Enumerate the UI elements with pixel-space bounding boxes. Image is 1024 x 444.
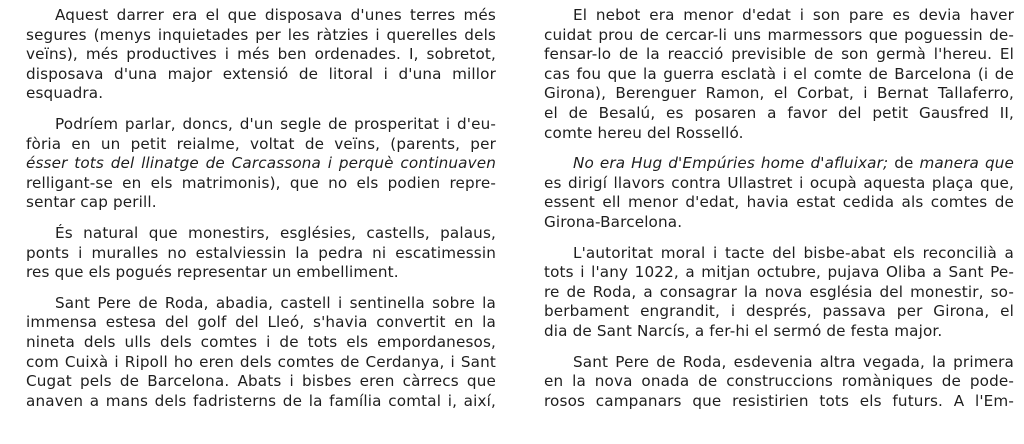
right-column (544, 6, 1014, 422)
paragraph-prosperity (26, 115, 496, 213)
paragraph-hug-empuries (544, 154, 1014, 232)
text-line: És natural que monestirs, esglésies, castells, palaus, (55, 223, 496, 242)
paragraph-oliba (544, 244, 1014, 342)
text-line: fensar-lo de la reacció previsible de son germà l'hereu. El (544, 45, 1014, 64)
italic-phrase: manera que (919, 154, 1014, 173)
text-line: fòria en un petit reialme, voltat de veïns, (parents, per (26, 134, 496, 153)
paragraph-nephew (544, 6, 1014, 143)
text-line: tots i l'any 1022, a mitjan octubre, pujava Oliba a Sant Pe- (544, 263, 1014, 282)
text-line: relligant-se en els matrimonis), que no els podien repre- (26, 173, 496, 192)
text-line: Girona), Berenguer Ramon, el Corbat, i Bernat Tallaferro, (544, 84, 1014, 103)
text-line: res que els pogués representar un embelliment. (26, 263, 399, 282)
text-line: disposava d'una major extensió de litoral i d'una millor (26, 64, 496, 83)
text-line: Girona-Barcelona. (544, 212, 683, 231)
text-line: ponts i muralles no estalviessin la pedra ni escatimessin (26, 243, 496, 262)
text-line: re de Roda, a consagrar la nova església del monestir, so- (544, 282, 1014, 301)
text-line: dia de Sant Narcís, a fer-hi el sermó de festa major. (544, 321, 943, 340)
text-line: veïns), més productives i més ben ordenades. I, sobretot, (26, 45, 496, 64)
text-line: anaven a mans dels fadristerns de la família comtal i, així, (26, 391, 496, 410)
text-line: comte hereu del Rosselló. (544, 123, 744, 142)
text-line: Aquest darrer era el que disposava d'unes terres més (55, 6, 496, 24)
text-line: Podríem parlar, doncs, d'un segle de prosperitat i d'eu- (55, 114, 496, 133)
text-line: Sant Pere de Roda, esdevenia altra vegada, la primera (573, 352, 1014, 371)
text-line: essent ell menor d'edat, havia estat cedida als comtes de (544, 193, 1014, 212)
paragraph-romanesque (544, 353, 1014, 412)
text-line: Cugat pels de Barcelona. Abats i bisbes eren càrrecs que (26, 372, 496, 391)
text-line: berbament engrandit, i després, passava per Girona, el (544, 302, 1014, 321)
text-fragment: de (888, 154, 920, 173)
text-line: nineta dels ulls dels comtes i de tots els empordanesos, (26, 332, 496, 351)
paragraph-monuments (26, 224, 496, 283)
text-line: El nebot era menor d'edat i son pare es devia haver (573, 6, 1014, 24)
text-line: esquadra. (26, 84, 104, 103)
text-line: L'autoritat moral i tacte del bisbe-abat els reconcilià a (573, 243, 1014, 262)
text-line: en la nova onada de construccions romàniques de pode- (544, 372, 1014, 391)
paragraph-territory (26, 6, 496, 104)
text-line: es dirigí llavors contra Ullastret i ocupà aquesta plaça que, (544, 173, 1014, 192)
text-line: el de Besalú, es posaren a favor del petit Gausfred II, (544, 103, 1014, 122)
text-line: com Cuixà i Ripoll ho eren dels comtes de Cerdanya, i Sant (26, 352, 496, 371)
text-line (544, 154, 1014, 174)
italic-phrase: No era Hug d'Empúries home d'afluixar; (573, 154, 889, 173)
text-line: rosos campanars que resistirien tots els futurs. A l'Em- (544, 391, 1014, 410)
text-line: immensa estesa del golf del Lleó, s'havia convertit en la (26, 313, 496, 332)
text-line: cuidat prou de cercar-li uns marmessors que poguessin de- (544, 25, 1014, 44)
text-line: sentar cap perill. (26, 193, 157, 212)
left-column (26, 6, 496, 422)
paragraph-sant-pere-de-roda (26, 294, 496, 412)
text-line: segures (menys inquietades per les ràtzies i querelles dels (26, 25, 496, 44)
text-line: ésser tots del llinatge de Carcassona i perquè continuaven (26, 154, 496, 173)
text-line: cas fou que la guerra esclatà i el comte de Barcelona (i de (544, 64, 1014, 83)
text-line: Sant Pere de Roda, abadia, castell i sentinella sobre la (55, 293, 496, 312)
